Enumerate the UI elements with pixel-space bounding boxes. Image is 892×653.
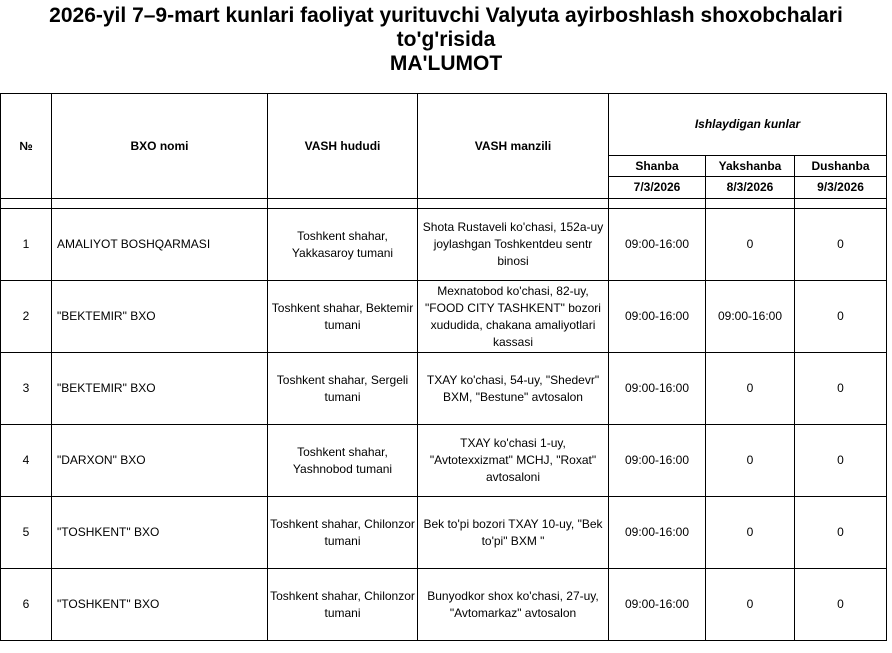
cell-address: Bek to'pi bozori TXAY 10-uy, "Bek to'pi" BXM " <box>418 497 609 569</box>
header-date-saturday: 7/3/2026 <box>609 177 706 199</box>
cell-bxo-name: "DARXON" BXO <box>52 425 268 497</box>
table-row <box>1 353 887 425</box>
table-row <box>1 425 887 497</box>
cell-hours-monday: 0 <box>795 281 887 353</box>
cell-hours-monday: 0 <box>795 209 887 281</box>
cell-hours-saturday: 09:00-16:00 <box>609 281 706 353</box>
cell-address: Bunyodkor shox ko'chasi, 27-uy, "Avtomarkaz" avtosalon <box>418 569 609 641</box>
cell-bxo-name: "BEKTEMIR" BXO <box>52 353 268 425</box>
header-date-sunday: 8/3/2026 <box>706 177 795 199</box>
cell-hours-saturday: 09:00-16:00 <box>609 497 706 569</box>
cell-hours-saturday: 09:00-16:00 <box>609 353 706 425</box>
cell-row-number: 3 <box>1 353 52 425</box>
cell-address: Mexnatobod ko'chasi, 82-uy, "FOOD CITY TASHKENT" bozori xududida, chakana amaliyotlari kassasi <box>418 281 609 353</box>
exchange-offices-table <box>0 93 887 641</box>
header-address: VASH manzili <box>418 94 609 199</box>
table-row <box>1 569 887 641</box>
cell-address: TXAY ko'chasi, 54-uy, "Shedevr" BXM, "Bestune" avtosalon <box>418 353 609 425</box>
cell-hours-monday: 0 <box>795 353 887 425</box>
cell-hours-saturday: 09:00-16:00 <box>609 209 706 281</box>
spacer-row <box>1 199 887 209</box>
header-region: VASH hududi <box>268 94 418 199</box>
cell-bxo-name: "TOSHKENT" BXO <box>52 497 268 569</box>
cell-region: Toshkent shahar, Yakkasaroy tumani <box>268 209 418 281</box>
header-num: № <box>1 94 52 199</box>
cell-hours-sunday: 0 <box>706 209 795 281</box>
cell-hours-sunday: 0 <box>706 497 795 569</box>
header-bxo-name: BXO nomi <box>52 94 268 199</box>
cell-row-number: 1 <box>1 209 52 281</box>
cell-bxo-name: AMALIYOT BOSHQARMASI <box>52 209 268 281</box>
cell-row-number: 2 <box>1 281 52 353</box>
header-working-days: Ishlaydigan kunlar <box>609 94 887 156</box>
cell-hours-saturday: 09:00-16:00 <box>609 425 706 497</box>
cell-region: Toshkent shahar, Chilonzor tumani <box>268 569 418 641</box>
cell-row-number: 5 <box>1 497 52 569</box>
cell-hours-monday: 0 <box>795 569 887 641</box>
cell-hours-monday: 0 <box>795 425 887 497</box>
cell-address: Shota Rustaveli ko'chasi, 152a-uy joylashgan Toshkentdeu sentr binosi <box>418 209 609 281</box>
header-day-monday: Dushanba <box>795 156 887 177</box>
table-row <box>1 209 887 281</box>
cell-hours-monday: 0 <box>795 497 887 569</box>
title-line-1: 2026-yil 7–9-mart kunlari faoliyat yurituvchi Valyuta ayirboshlash shoxobchalari <box>49 4 843 27</box>
cell-region: Toshkent shahar, Yashnobod tumani <box>268 425 418 497</box>
cell-row-number: 6 <box>1 569 52 641</box>
table-row <box>1 497 887 569</box>
cell-hours-sunday: 09:00-16:00 <box>706 281 795 353</box>
title-line-3: MA'LUMOT <box>389 52 503 75</box>
header-day-saturday: Shanba <box>609 156 706 177</box>
header-day-sunday: Yakshanba <box>706 156 795 177</box>
cell-region: Toshkent shahar, Sergeli tumani <box>268 353 418 425</box>
cell-bxo-name: "BEKTEMIR" BXO <box>52 281 268 353</box>
document-title <box>0 0 892 76</box>
title-line-2: to'g'risida <box>396 28 496 51</box>
cell-hours-saturday: 09:00-16:00 <box>609 569 706 641</box>
cell-row-number: 4 <box>1 425 52 497</box>
cell-region: Toshkent shahar, Chilonzor tumani <box>268 497 418 569</box>
cell-region: Toshkent shahar, Bektemir tumani <box>268 281 418 353</box>
cell-hours-sunday: 0 <box>706 353 795 425</box>
cell-hours-sunday: 0 <box>706 425 795 497</box>
cell-address: TXAY ko'chasi 1-uy, "Avtotexxizmat" MCHJ, "Roxat" avtosaloni <box>418 425 609 497</box>
header-date-monday: 9/3/2026 <box>795 177 887 199</box>
cell-hours-sunday: 0 <box>706 569 795 641</box>
cell-bxo-name: "TOSHKENT" BXO <box>52 569 268 641</box>
table-row <box>1 281 887 353</box>
